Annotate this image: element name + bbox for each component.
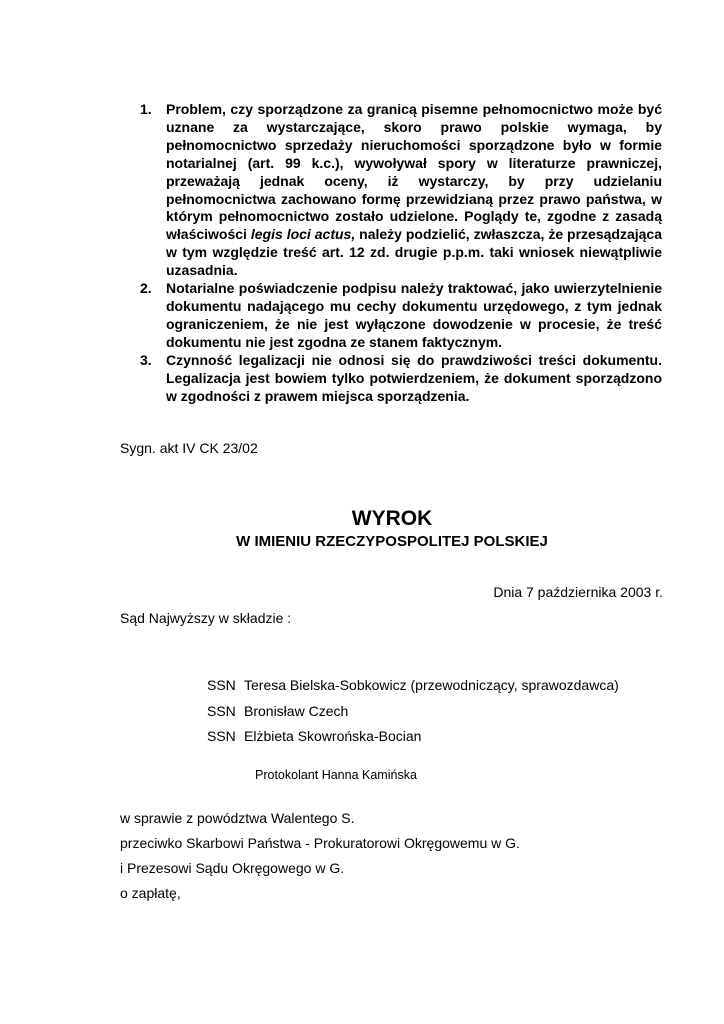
thesis-text: Notarialne poświadczenie podpisu należy traktować, jako uwierzytelnienie dokumentu nadającego mu cechy dokumentu urzędowego, z tym jednak ograniczeniem, że nie jest wyłączone dowodzenie w procesie, że treść dokumentu nie jest zgodna ze stanem faktycznym.	[166, 280, 662, 350]
thesis-number: 1.	[140, 101, 152, 117]
judge-row	[207, 728, 619, 754]
thesis-text	[166, 101, 662, 280]
thesis-item	[140, 280, 662, 352]
judge-title: SSN	[207, 702, 236, 719]
thesis-text-part: Problem, czy sporządzone za granicą pisemne pełnomocnictwo może być uznane za wystarczające, skoro prawo polskie wymaga, by pełnomocnictwo sprzedaży nieruchomości sporządzone było w formie notarialnej (art. 99 k.c.), wywoływał spory w literaturze prawniczej, przeważają jednak oceny, iż wystarczy, by przy udzielaniu pełnomocnictwa zachowano formę przewidzianą przez prawo państwa, w którym pełnomocnictwo zostało udzielone. Poglądy te, zgodne z zasadą właściwości	[166, 101, 662, 243]
case-line: i Prezesowi Sądu Okręgowego w G.	[120, 860, 345, 876]
judge-title: SSN	[207, 677, 236, 693]
case-line: o zapłatę,	[120, 885, 181, 901]
theses-list	[140, 101, 662, 405]
thesis-emphasis: legis loci actus,	[250, 226, 356, 243]
court-composition: Sąd Najwyższy w składzie :	[120, 610, 292, 626]
case-description	[120, 810, 520, 910]
judge-row	[207, 677, 619, 703]
thesis-text-part: należy podzielić, zwłaszcza, że przesądzająca w tym względzie treść art. 12 zd. drugie p.p.m. taki wniosek niewątpliwie uzasadnia.	[166, 226, 663, 279]
judge-name: Bronisław Czech	[244, 702, 349, 719]
case-line: w sprawie z powództwa Walentego S.	[120, 810, 355, 826]
verdict-title: WYROK	[351, 507, 433, 530]
thesis-item	[140, 352, 662, 406]
court-clerk: Protokolant Hanna Kamińska	[255, 768, 417, 782]
judge-title: SSN	[207, 728, 236, 744]
verdict-date: Dnia 7 października 2003 r.	[493, 584, 663, 600]
judges-list	[207, 677, 619, 754]
thesis-item	[140, 101, 662, 280]
case-signature: Sygn. akt IV CK 23/02	[120, 440, 258, 456]
judge-row	[207, 703, 619, 729]
case-line: przeciwko Skarbowi Państwa - Prokuratorowi Okręgowemu w G.	[120, 835, 520, 851]
judge-name: Teresa Bielska-Sobkowicz (przewodniczący, sprawozdawca)	[244, 677, 619, 693]
thesis-number: 2.	[140, 280, 152, 297]
thesis-number: 3.	[140, 351, 152, 368]
thesis-text: Czynność legalizacji nie odnosi się do prawdziwości treści dokumentu. Legalizacja jest bowiem tylko potwierdzeniem, że dokument sporządzono w zgodności z prawem miejsca sporządzenia.	[166, 351, 662, 404]
judge-name: Elżbieta Skowrońska-Bocian	[244, 728, 422, 744]
verdict-subtitle: W IMIENIU RZECZYPOSPOLITEJ POLSKIEJ	[236, 533, 548, 550]
